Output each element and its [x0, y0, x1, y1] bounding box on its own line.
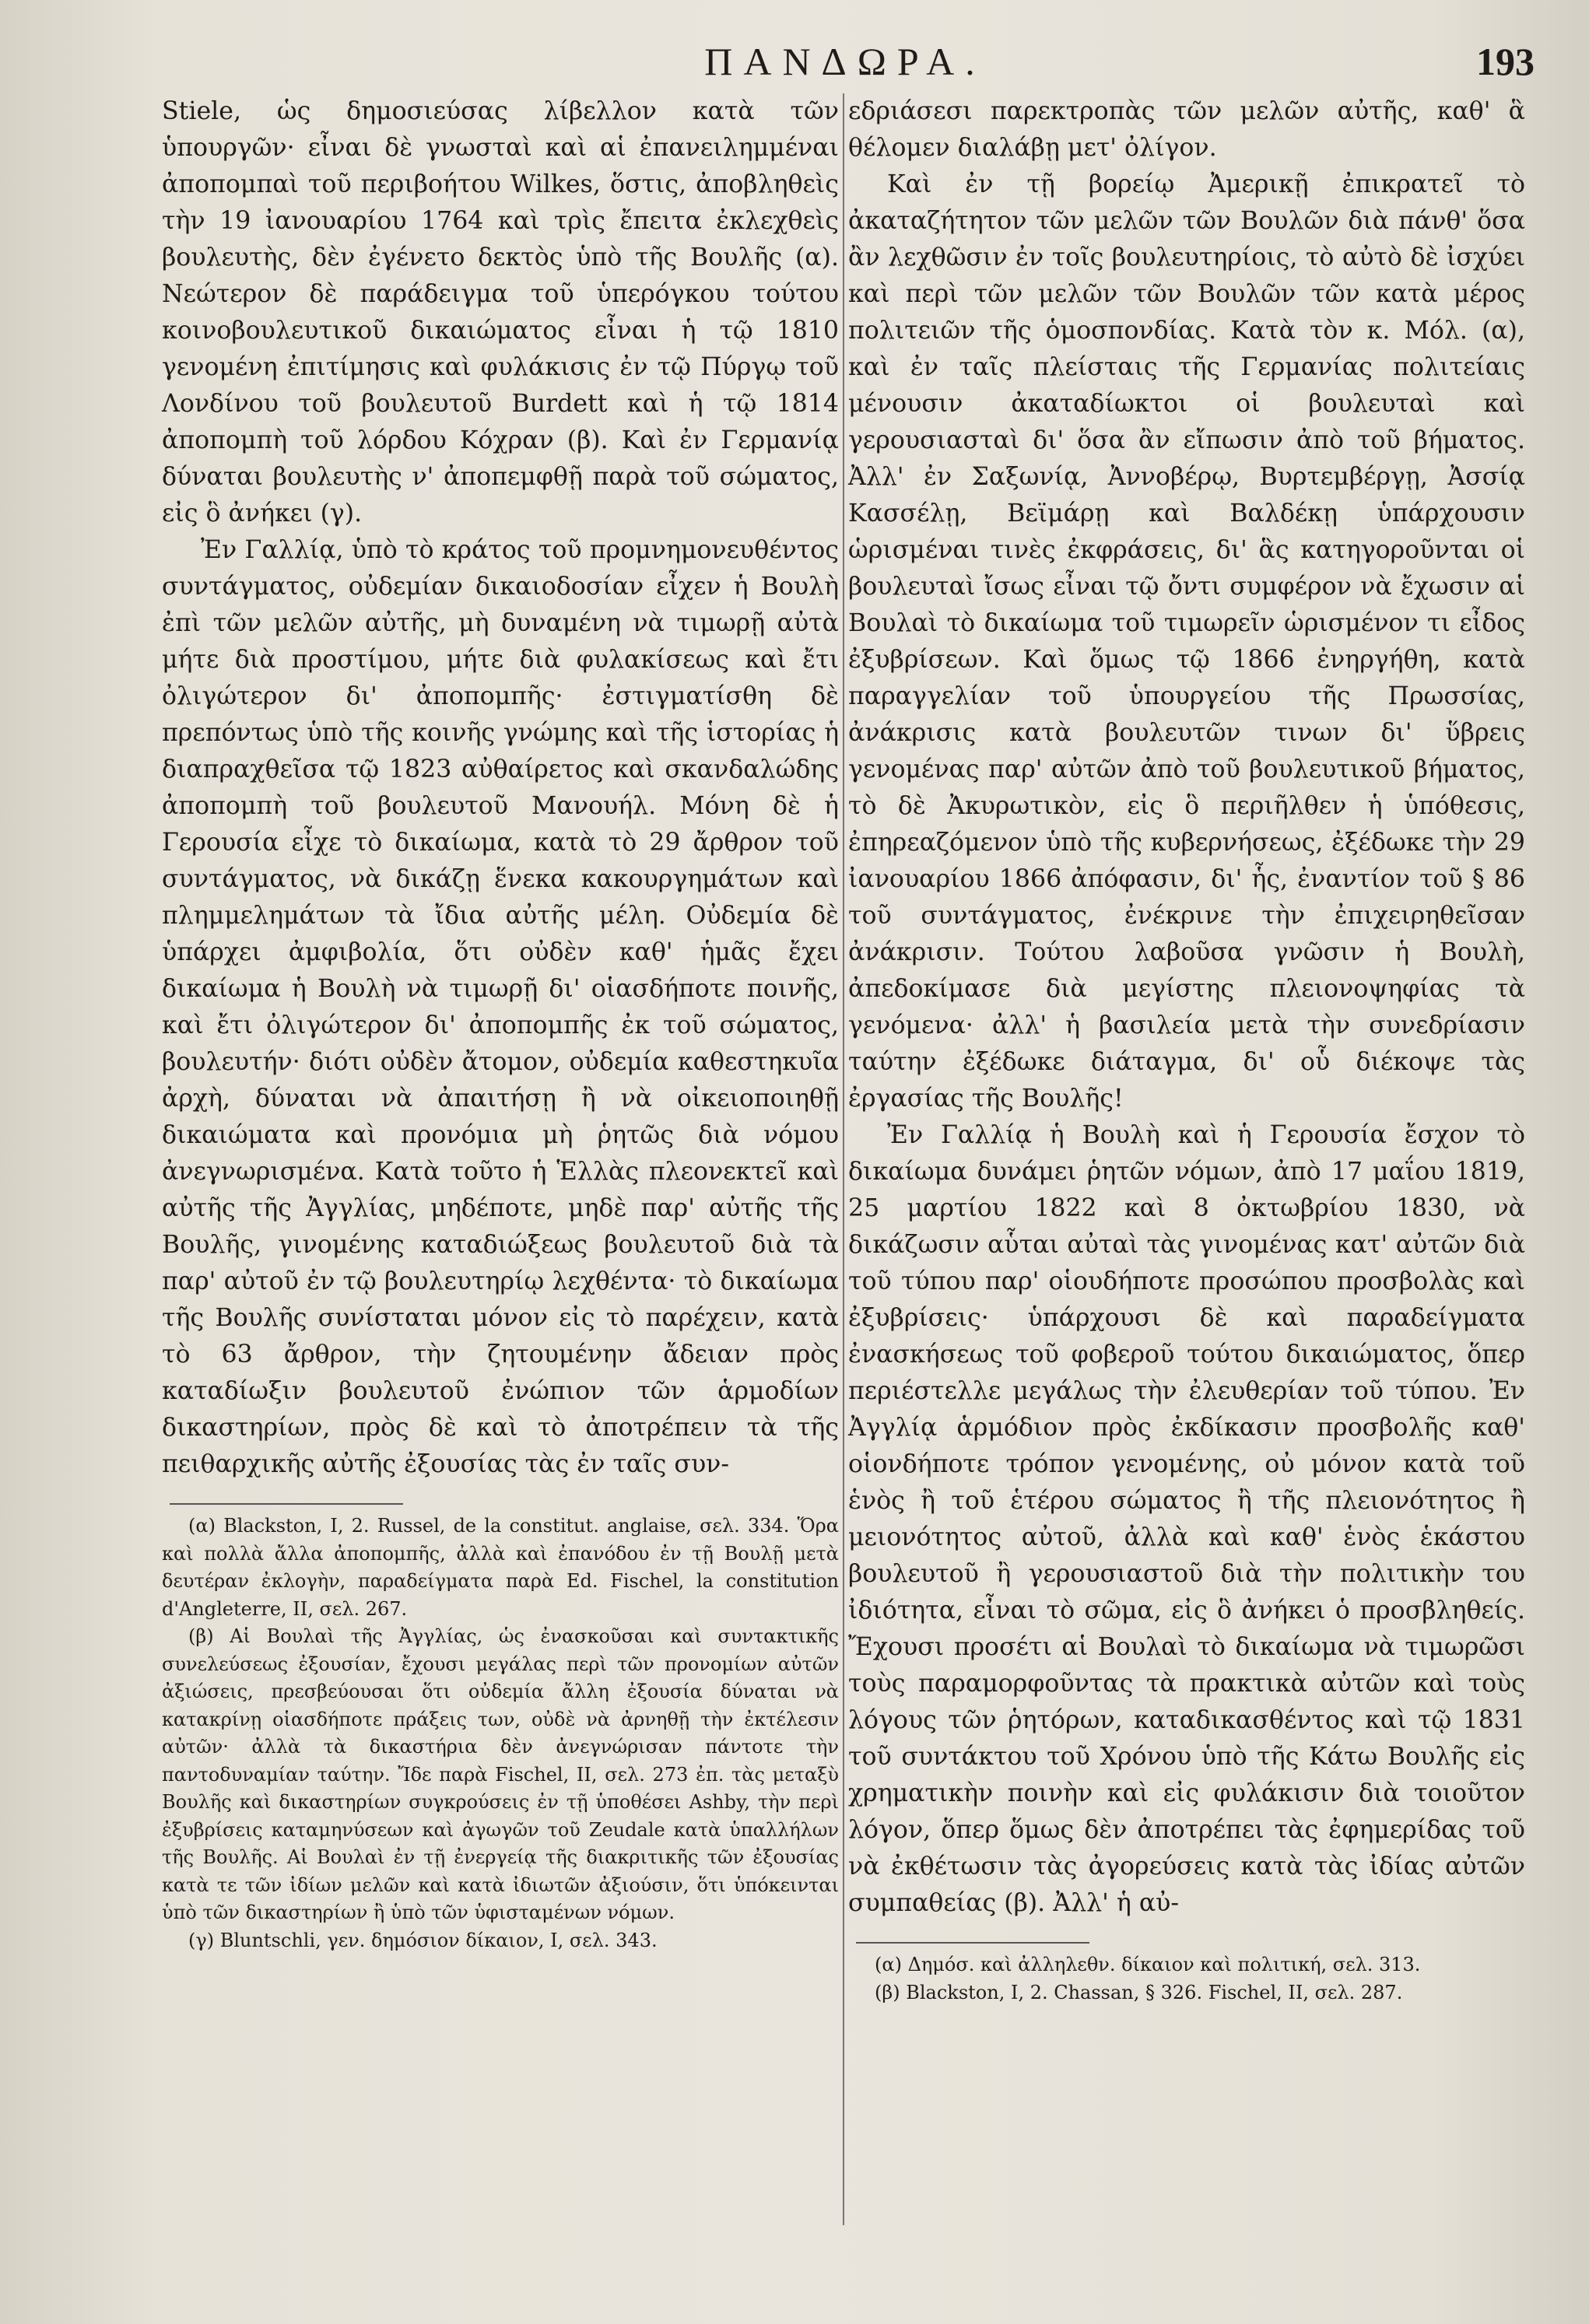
footnote: (β) Αἱ Βουλαὶ τῆς Ἀγγλίας, ὡς ἐνασκοῦσαι καὶ συντακτικῆς συνελεύσεως ἐξουσίαν, ἔχουσι μεγάλας περὶ τῶν προνομίων αὐτῶν ἀξιώσεις, πρεσβεύουσαι ὅτι οὐδεμία ἄλλη ἐξουσία δύναται νὰ κατακρίνῃ οἱασδήποτε πράξεις των, οὐδὲ νὰ ἀρνηθῇ τὴν ἐκτέλεσιν αὐτῶν· ἀλλὰ τὰ δικαστήρια δὲν ἀνεγνώρισαν πάντοτε τὴν παντοδυναμίαν ταύτην. Ἴδε παρὰ Fischel, II, σελ. 273 ἐπ. τὰς μεταξὺ Βουλῆς καὶ δικαστηρίων συγκρούσεις ἐν τῇ ὑποθέσει Ashby, τὴν περὶ ἐξυβρίσεις καταμηνύσεων καὶ ἀγωγῶν τοῦ Zeudale κατὰ ὑπαλλήλων τῆς Βουλῆς. Αἱ Βουλαὶ ἐν τῇ ἐνεργείᾳ τῆς διακριτικῆς τῶν ἐξουσίας κατὰ τε τῶν ἰδίων μελῶν καὶ κατὰ ἰδιωτῶν ἀξιούσιν, ὅτι ὑπόκεινται ὑπὸ τῶν δικαστηρίων ἢ ὑπὸ τῶν ὑφισταμένων νόμων. [162, 1625, 839, 1923]
footnote: (β) Blackston, I, 2. Chassan, § 326. Fischel, II, σελ. 287. [875, 1981, 1403, 2003]
footnotes-right [848, 1951, 1525, 2007]
footnote-rule [170, 1503, 403, 1505]
footnote: (γ) Bluntschli, γεν. δημόσιον δίκαιον, I, σελ. 343. [188, 1929, 658, 1951]
body-paragraph: Ἐν Γαλλίᾳ ἡ Βουλὴ καὶ ἡ Γερουσία ἔσχον τὸ δικαίωμα δυνάμει ῥητῶν νόμων, ἀπὸ 17 μαΐου 1819, 25 μαρτίου 1822 καὶ 8 ὀκτωβρίου 1830, νὰ δικάζωσιν αὗται αὐταὶ τὰς γινομένας κατ' αὐτῶν διὰ τοῦ τύπου παρ' οἱουδήποτε προσώπου προσβολὰς καὶ ἐξυβρίσεις· ὑπάρχουσι δὲ καὶ παραδείγματα ἐνασκήσεως τοῦ φοβεροῦ τούτου δικαιώματος, ὅπερ περιέστελλε μεγάλως τὴν ἐλευθερίαν τοῦ τύπου. Ἐν Ἀγγλίᾳ ἁρμόδιον πρὸς ἐκδίκασιν προσβολῆς καθ' οἱονδήποτε τρόπον γενομένης, οὐ μόνον κατὰ τοῦ ἑνὸς ἢ τοῦ ἑτέρου σώματος ἢ τῆς πλειονότητος ἢ μειονότητος αὐτοῦ, ἀλλὰ καὶ καθ' ἑνὸς ἑκάστου βουλευτοῦ ἢ γερουσιαστοῦ διὰ τὴν πολιτικὴν του ἰδιότητα, εἶναι τὸ σῶμα, εἰς ὃ ἀνήκει ὁ προσβληθείς. Ἔχουσι προσέτι αἱ Βουλαὶ τὸ δικαίωμα νὰ τιμωρῶσι τοὺς παραμορφοῦντας τὰ πρακτικὰ αὐτῶν καὶ τοὺς λόγους τῶν ῥητόρων, καταδικασθέντος καὶ τῷ 1831 τοῦ συντάκτου τοῦ Χρόνου ὑπὸ τῆς Κάτω Βουλῆς εἰς χρηματικὴν ποινὴν καὶ εἰς φυλάκισιν διὰ τοιοῦτον λόγον, ὅπερ ὅμως δὲν ἀποτρέπει τὰς ἐφημερίδας τοῦ νὰ ἐκθέτωσιν τὰς ἀγορεύσεις κατὰ τὰς ἰδίας αὐτῶν συμπαθείας (β). Ἀλλ' ἡ αὐ- [848, 1121, 1525, 1917]
footnote-rule [856, 1942, 1089, 1944]
column-divider [843, 93, 844, 2225]
right-column [848, 93, 1525, 2007]
body-paragraph: Stiele, ὡς δημοσιεύσας λίβελλον κατὰ τῶν ὑπουργῶν· εἶναι δὲ γνωσταὶ καὶ αἱ ἐπανειλημμέναι ἀποπομπαὶ τοῦ περιβοήτου Wilkes, ὅστις, ἀποβληθεὶς τὴν 19 ἰανουαρίου 1764 καὶ τρὶς ἔπειτα ἐκλεχθεὶς βουλευτὴς, δὲν ἐγένετο δεκτὸς ὑπὸ τῆς Βουλῆς (α). Νεώτερον δὲ παράδειγμα τοῦ ὑπερόγκου τούτου κοινοβουλευτικοῦ δικαιώματος εἶναι ἡ τῷ 1810 γενομένη ἐπιτίμησις καὶ φυλάκισις ἐν τῷ Πύργῳ τοῦ Λονδίνου τοῦ βουλευτοῦ Burdett καὶ ἡ τῷ 1814 ἀποπομπὴ τοῦ λόρδου Κόχραν (β). Καὶ ἐν Γερμανίᾳ δύναται βουλευτὴς ν' ἀποπεμφθῇ παρὰ τοῦ σώματος, εἰς ὃ ἀνήκει (γ). [162, 97, 839, 528]
running-title: ΠΑΝΔΩΡΑ. [704, 40, 986, 83]
footnote: (α) Blackston, I, 2. Russel, de la constitut. anglaise, σελ. 334. Ὅρα καὶ πολλὰ ἄλλα ἀποπομπῆς, ἀλλὰ καὶ ἐπανόδου ἐν τῇ Βουλῇ μετὰ δευτέραν ἐκλογὴν, παραδείγματα παρὰ Ed. Fischel, la constitution d'Angleterre, II, σελ. 267. [162, 1515, 839, 1620]
page-number: 193 [1476, 40, 1535, 83]
body-paragraph: Ἐν Γαλλίᾳ, ὑπὸ τὸ κράτος τοῦ προμνημονευθέντος συντάγματος, οὐδεμίαν δικαιοδοσίαν εἶχεν ἡ Βουλὴ ἐπὶ τῶν μελῶν αὐτῆς, μὴ δυναμένη νὰ τιμωρῇ αὐτὰ μήτε διὰ προστίμου, μήτε διὰ φυλακίσεως καὶ ἔτι ὀλιγώτερον δι' ἀποπομπῆς· ἐστιγματίσθη δὲ πρεπόντως ὑπὸ τῆς κοινῆς γνώμης καὶ τῆς ἱστορίας ἡ διαπραχθεῖσα τῷ 1823 αὐθαίρετος καὶ σκανδαλώδης ἀποπομπὴ τοῦ βουλευτοῦ Μανουήλ. Μόνη δὲ ἡ Γερουσία εἶχε τὸ δικαίωμα, κατὰ τὸ 29 ἄρθρον τοῦ συντάγματος, νὰ δικάζῃ ἕνεκα κακουργημάτων καὶ πλημμελημάτων τὰ ἴδια αὐτῆς μέλη. Οὐδεμία δὲ ὑπάρχει ἀμφιβολία, ὅτι οὐδὲν καθ' ἡμᾶς ἔχει δικαίωμα ἡ Βουλὴ νὰ τιμωρῇ δι' οἱασδήποτε ποινῆς, καὶ ἔτι ὀλιγώτερον δι' ἀποπομπῆς ἐκ τοῦ σώματος, βουλευτήν· διότι οὐδὲν ἄτομον, οὐδεμία καθεστηκυῖα ἀρχὴ, δύναται νὰ ἀπαιτήσῃ ἢ νὰ οἰκειοποιηθῇ δικαιώματα καὶ προνόμια μὴ ῥητῶς διὰ νόμου ἀνεγνωρισμένα. Κατὰ τοῦτο ἡ Ἑλλὰς πλεονεκτεῖ καὶ αὐτῆς τῆς Ἀγγλίας, μηδέποτε, μηδὲ παρ' αὐτῆς τῆς Βουλῆς, γινομένης καταδιώξεως βουλευτοῦ διὰ τὰ παρ' αὐτοῦ ἐν τῷ βουλευτηρίῳ λεχθέντα· τὸ δικαίωμα τῆς Βουλῆς συνίσταται μόνον εἰς τὸ παρέχειν, κατὰ τὸ 63 ἄρθρον, τὴν ζητουμένην ἄδειαν πρὸς καταδίωξιν βουλευτοῦ ἐνώπιον τῶν ἁρμοδίων δικαστηρίων, πρὸς δὲ καὶ τὸ ἀποτρέπειν τὰ τῆς πειθαρχικῆς αὐτῆς ἐξουσίας τὰς ἐν ταῖς συν- [162, 536, 839, 1478]
body-paragraph: εδριάσεσι παρεκτροπὰς τῶν μελῶν αὐτῆς, καθ' ἃ θέλομεν διαλάβῃ μετ' ὀλίγον. [848, 97, 1525, 162]
left-column [162, 93, 839, 1954]
footnotes-left [162, 1513, 839, 1954]
footnote: (α) Δημόσ. καὶ ἀλληλεθν. δίκαιον καὶ πολιτική, σελ. 313. [875, 1954, 1421, 1975]
body-paragraph: Καὶ ἐν τῇ βορείῳ Ἀμερικῇ ἐπικρατεῖ τὸ ἀκαταζήτητον τῶν μελῶν τῶν Βουλῶν διὰ πάνθ' ὅσα ἂν λεχθῶσιν ἐν τοῖς βουλευτηρίοις, τὸ αὐτὸ δὲ ἰσχύει καὶ περὶ τῶν μελῶν τῶν Βουλῶν τῶν κατὰ μέρος πολιτειῶν τῆς ὁμοσπονδίας. Κατὰ τὸν κ. Μόλ. (α), καὶ ἐν ταῖς πλείσταις τῆς Γερμανίας πολιτείαις μένουσιν ἀκαταδίωκτοι οἱ βουλευταὶ καὶ γερουσιασταὶ δι' ὅσα ἂν εἴπωσιν ἀπὸ τοῦ βήματος. Ἀλλ' ἐν Σαξωνίᾳ, Ἀννοβέρῳ, Βυρτεμβέργῃ, Ἀσσίᾳ Κασσέλῃ, Βεϊμάρῃ καὶ Βαλδέκῃ ὑπάρχουσιν ὡρισμέναι τινὲς ἐκφράσεις, δι' ἃς κατηγοροῦνται οἱ βουλευταὶ ἴσως εἶναι τῷ ὄντι συμφέρον νὰ ἔχωσιν αἱ Βουλαὶ τὸ δικαίωμα τοῦ τιμωρεῖν ὡρισμένον τι εἶδος ἐξυβρίσεων. Καὶ ὅμως τῷ 1866 ἐνηργήθη, κατὰ παραγγελίαν τοῦ ὑπουργείου τῆς Πρωσσίας, ἀνάκρισις κατὰ βουλευτῶν τινων δι' ὕβρεις γενομένας παρ' αὐτῶν ἀπὸ τοῦ βουλευτικοῦ βήματος, τὸ δὲ Ἀκυρωτικὸν, εἰς ὃ περιῆλθεν ἡ ὑπόθεσις, ἐπηρεαζόμενον ὑπὸ τῆς κυβερνήσεως, ἐξέδωκε τὴν 29 ἰανουαρίου 1866 ἀπόφασιν, δι' ἧς, ἐναντίον τοῦ § 86 τοῦ συντάγματος, ἐνέκρινε τὴν ἐπιχειρηθεῖσαν ἀνάκρισιν. Τούτου λαβοῦσα γνῶσιν ἡ Βουλὴ, ἀπεδοκίμασε διὰ μεγίστης πλειονοψηφίας τὰ γενόμενα· ἀλλ' ἡ βασιλεία μετὰ τὴν συνεδρίασιν ταύτην ἐξέδωκε διάταγμα, δι' οὗ διέκοψε τὰς ἐργασίας τῆς Βουλῆς! [848, 170, 1525, 1113]
